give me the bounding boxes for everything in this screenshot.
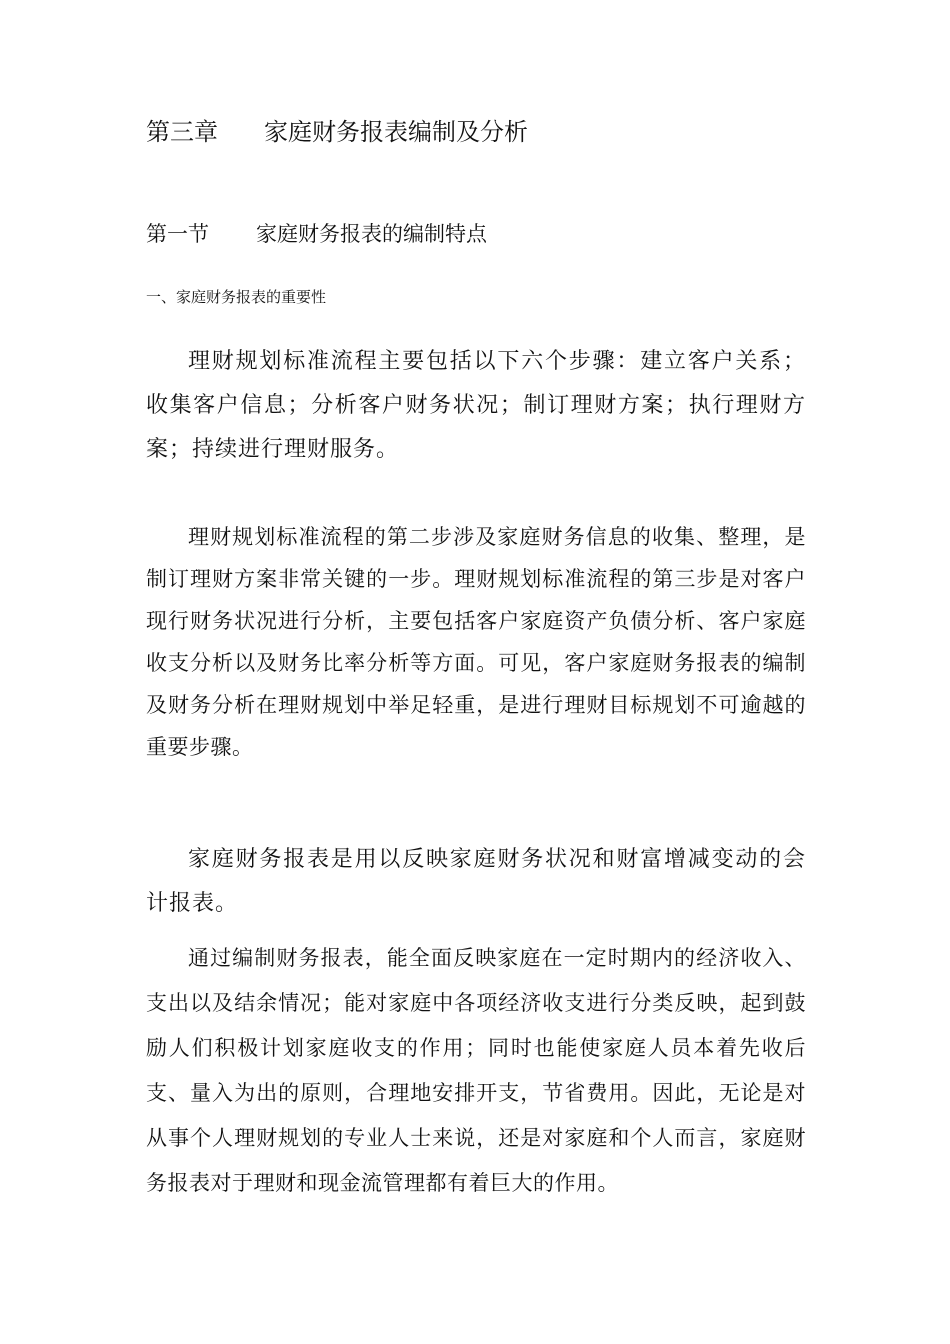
- section-title: 家庭财务报表的编制特点: [256, 222, 487, 246]
- chapter-heading: [146, 120, 528, 144]
- paragraph-report-purpose: 通过编制财务报表，能全面反映家庭在一定时期内的经济收入、支出以及结余情况；能对家庭中各项经济收支进行分类反映，起到鼓励人们积极计划家庭收支的作用；同时也能使家庭人员本着先收后支、量入为出的原则，合理地安排开支，节省费用。因此，无论是对从事个人理财规划的专业人士来说，还是对家庭和个人而言，家庭财务报表对于理财和现金流管理都有着巨大的作用。: [146, 946, 806, 1195]
- section-heading: [146, 224, 487, 245]
- subsection-heading: 一、家庭财务报表的重要性: [146, 288, 327, 306]
- chapter-title: 家庭财务报表编制及分析: [264, 118, 528, 146]
- chapter-number: 第三章: [146, 118, 218, 146]
- paragraph-second-third-steps: 理财规划标准流程的第二步涉及家庭财务信息的收集、整理，是制订理财方案非常关键的一步。理财规划标准流程的第三步是对客户现行财务状况进行分析，主要包括客户家庭资产负债分析、客户家庭收支分析以及财务比率分析等方面。可见，客户家庭财务报表的编制及财务分析在理财规划中举足轻重，是进行理财目标规划不可逾越的重要步骤。: [146, 525, 806, 759]
- paragraph-process-steps: 理财规划标准流程主要包括以下六个步骤：建立客户关系；收集客户信息；分析客户财务状况；制订理财方案；执行理财方案；持续进行理财服务。: [146, 349, 806, 462]
- paragraph-report-definition: 家庭财务报表是用以反映家庭财务状况和财富增减变动的会计报表。: [146, 847, 806, 916]
- section-number: 第一节: [146, 222, 209, 246]
